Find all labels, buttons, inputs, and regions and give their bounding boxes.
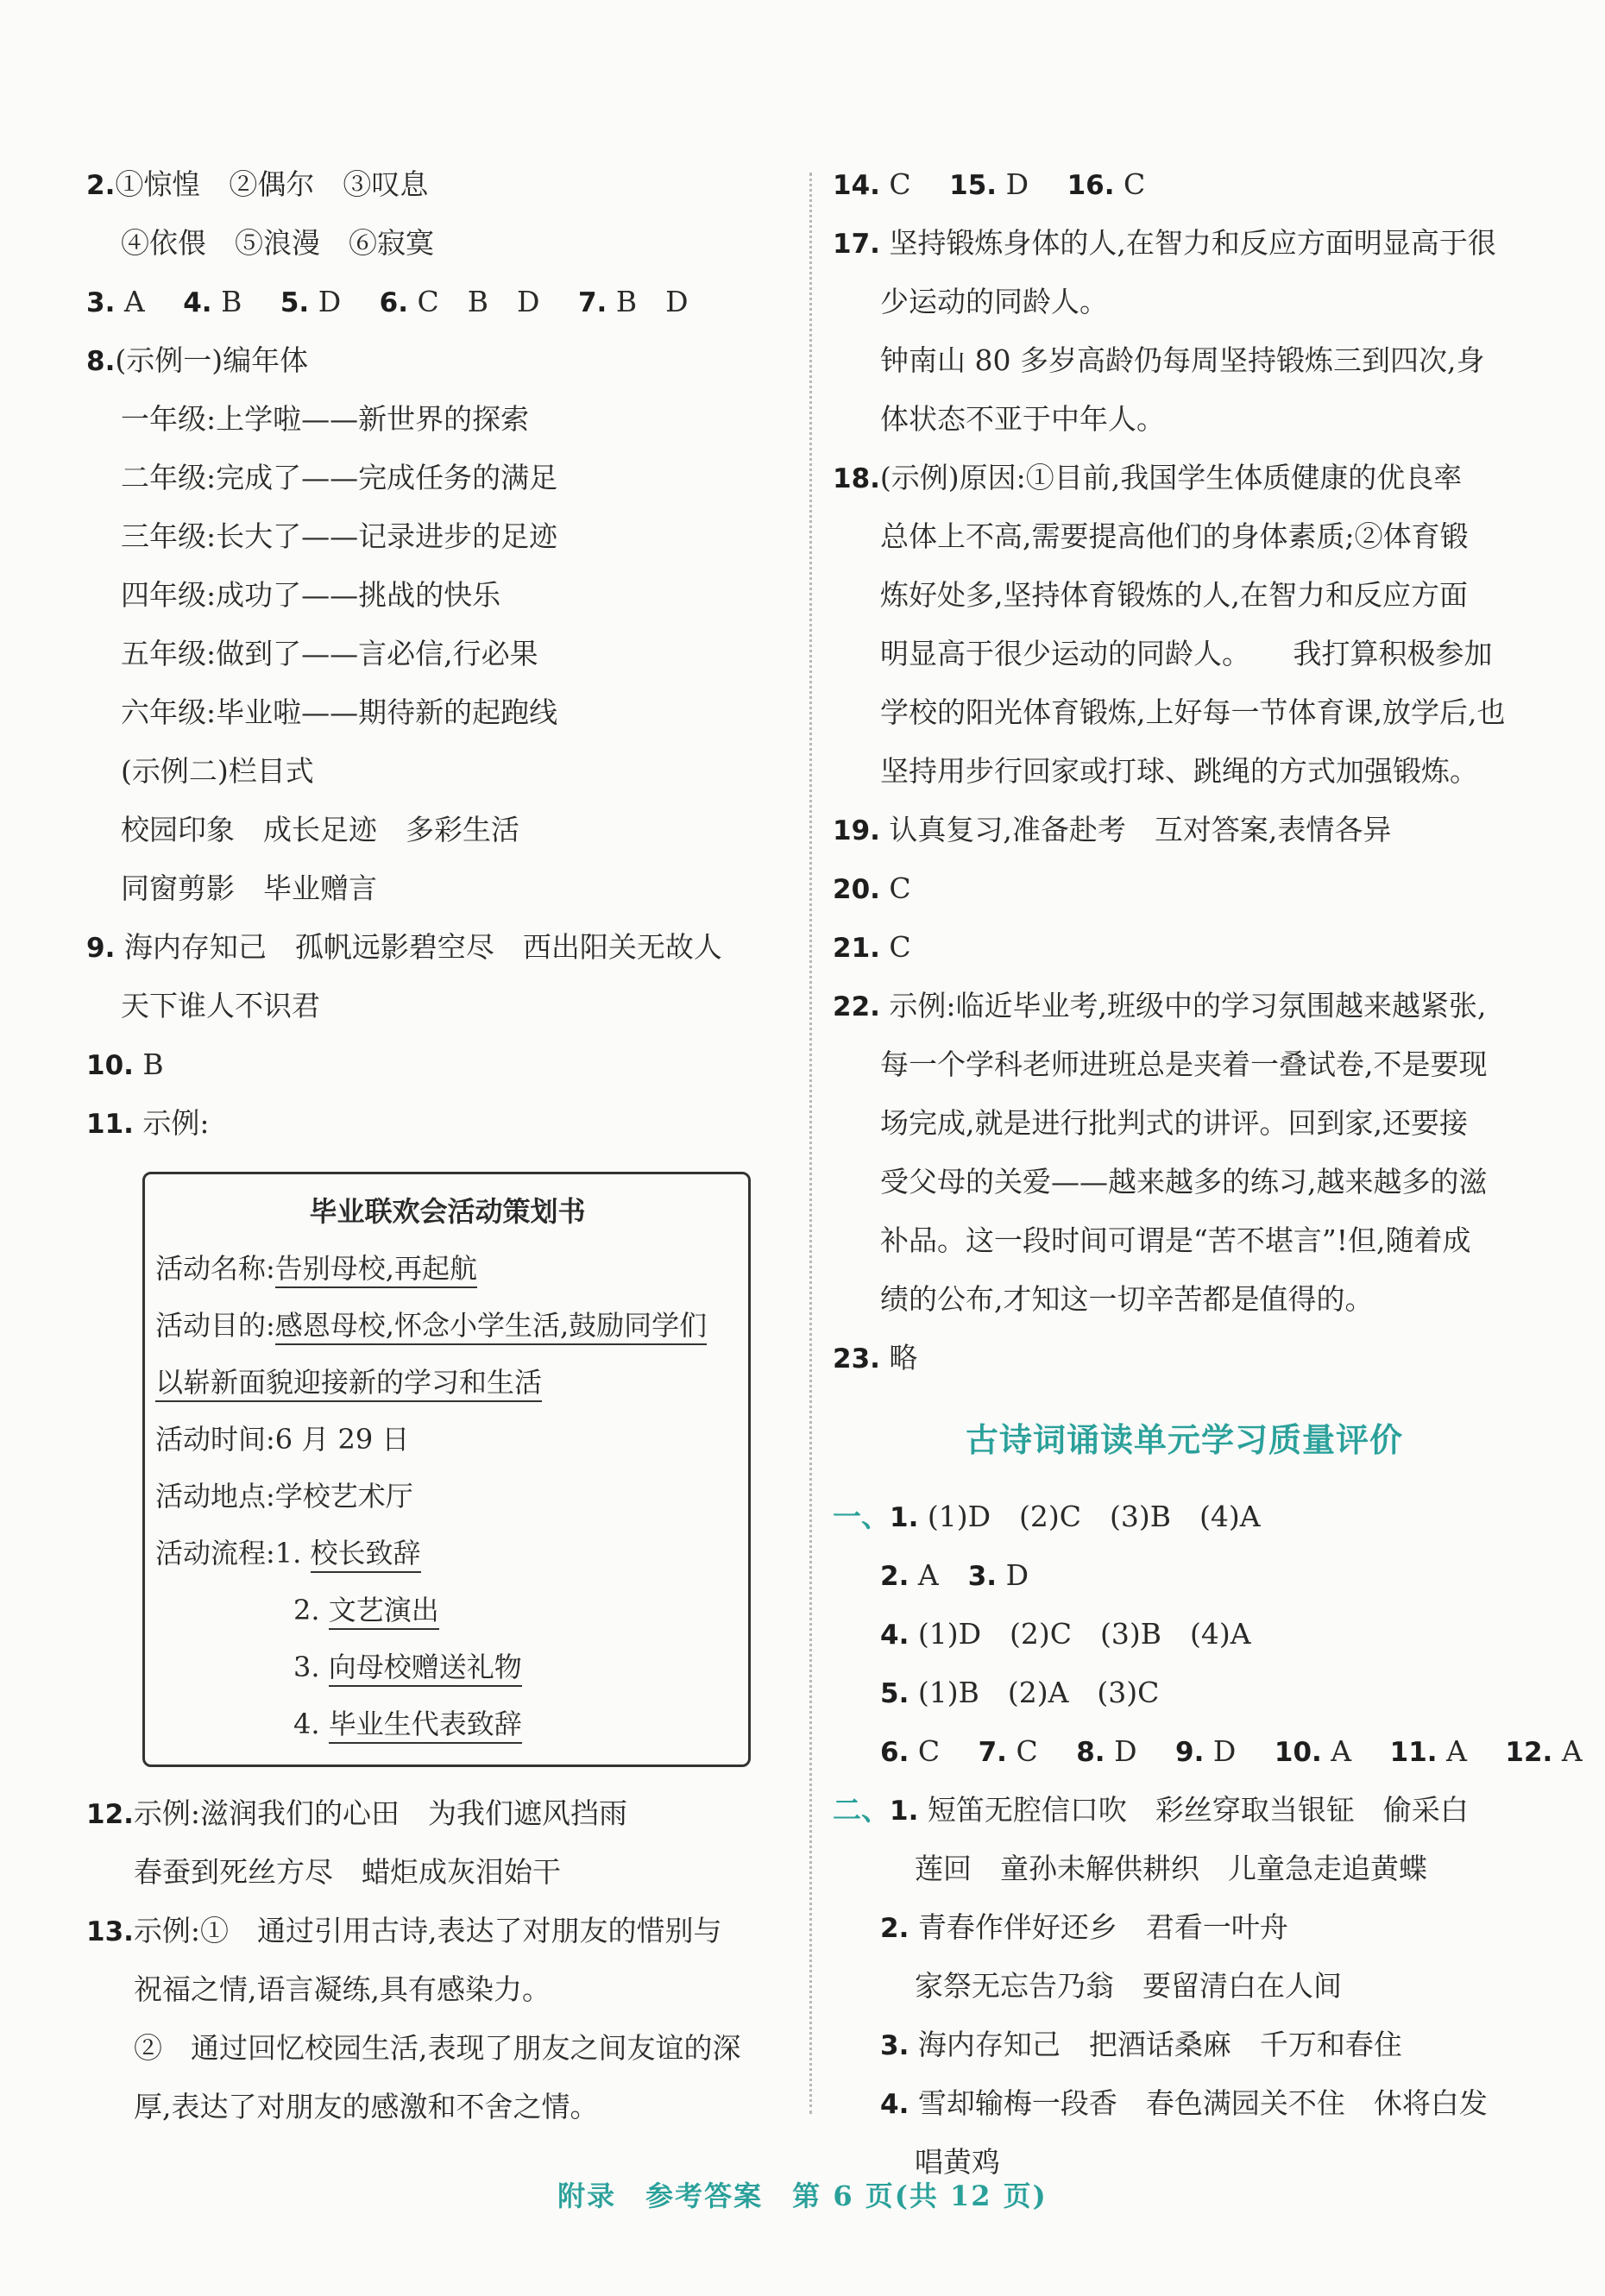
- q23: 23. 略: [833, 1341, 918, 1374]
- q20: 20. C: [833, 871, 911, 905]
- q17-line2: 少运动的同龄人。: [880, 285, 1108, 318]
- plan-flow: 活动流程:1. 校长致辞: [155, 1525, 740, 1582]
- q12-line1: 12.示例:滋润我们的心田 为我们遮风挡雨: [86, 1796, 628, 1830]
- part2-b3: 3. 海内存知己 把酒话桑麻 千万和春住: [880, 2028, 1402, 2061]
- part1-a1: 一、1. (1)D (2)C (3)B (4)A: [833, 1500, 1261, 1533]
- part2-b1-line1: 二、1. 短笛无腔信口吹 彩丝穿取当银钲 偷采白: [833, 1793, 1469, 1827]
- q8-line: 二年级:完成了——完成任务的满足: [121, 461, 558, 494]
- page-footer: 附录 参考答案 第 6 页(共 12 页): [557, 2180, 1048, 2212]
- q18-line6: 坚持用步行回家或打球、跳绳的方式加强锻炼。: [880, 754, 1478, 788]
- plan-title: 毕业联欢会活动策划书: [309, 1195, 586, 1228]
- plan-flow-item: 3. 向母校赠送礼物: [155, 1639, 740, 1695]
- plan-flow-item: 4. 毕业生代表致辞: [155, 1695, 740, 1752]
- q17-line4: 体状态不亚于中年人。: [880, 402, 1165, 436]
- plan-name: 活动名称:告别母校,再起航: [155, 1240, 740, 1297]
- q11: 11. 示例:: [86, 1106, 210, 1140]
- part1-a6-a12: 6. C 7. C 8. D 9. D 10. A 11. A 12. A: [880, 1734, 1583, 1768]
- part1-a5: 5. (1)B (2)A (3)C: [880, 1676, 1160, 1709]
- left-column: [86, 155, 794, 2136]
- q8-line: 一年级:上学啦——新世界的探索: [121, 402, 530, 436]
- q2-row2: ④依偎 ⑤浪漫 ⑥寂寞: [121, 226, 434, 260]
- q18-line5: 学校的阳光体育锻炼,上好每一节体育课,放学后,也: [880, 695, 1506, 729]
- q8-line: 四年级:成功了——挑战的快乐: [121, 578, 501, 612]
- plan-goal-cont: 以崭新面貌迎接新的学习和生活: [155, 1354, 740, 1411]
- q19: 19. 认真复习,准备赴考 互对答案,表情各异: [833, 813, 1392, 846]
- q18-line1: 18.(示例)原因:①目前,我国学生体质健康的优良率: [833, 461, 1463, 494]
- q8-head1: 8.(示例一)编年体: [86, 343, 309, 377]
- part2-b2-line1: 2. 青春作伴好还乡 君看一叶舟: [880, 1910, 1288, 1944]
- q13-line1: 13.示例:① 通过引用古诗,表达了对朋友的惜别与: [86, 1914, 722, 1947]
- part1-a4: 4. (1)D (2)C (3)B (4)A: [880, 1617, 1251, 1651]
- q21: 21. C: [833, 930, 911, 964]
- activity-plan-box: [142, 1172, 751, 1767]
- part2-b4-line1: 4. 雪却输梅一段香 春色满园关不住 休将白发: [880, 2086, 1488, 2120]
- q22-line3: 场完成,就是进行批判式的讲评。回到家,还要接: [880, 1106, 1468, 1140]
- q18-line2: 总体上不高,需要提高他们的身体素质;②体育锻: [880, 519, 1469, 553]
- q12-line2: 春蚕到死丝方尽 蜡炬成灰泪始干: [134, 1855, 561, 1889]
- q8-line: 五年级:做到了——言必信,行必果: [121, 637, 538, 670]
- part2-b2-line2: 家祭无忘告乃翁 要留清白在人间: [915, 1969, 1342, 2003]
- q9-line1: 9. 海内存知己 孤帆远影碧空尽 西出阳关无故人: [86, 930, 722, 964]
- q8-line: 三年级:长大了——记录进步的足迹: [121, 519, 558, 553]
- q18-line3: 炼好处多,坚持体育锻炼的人,在智力和反应方面: [880, 578, 1468, 612]
- q22-line5: 补品。这一段时间可谓是“苦不堪言”!但,随着成: [880, 1223, 1471, 1257]
- q13-line3: ② 通过回忆校园生活,表现了朋友之间友谊的深: [134, 2031, 741, 2065]
- q3-7-answers: 3. A 4. B 5. D 6. C B D 7. B D: [86, 285, 689, 318]
- plan-time: 活动时间:6 月 29 日: [155, 1423, 410, 1456]
- right-column: [833, 155, 1583, 2192]
- q22-line1: 22. 示例:临近毕业考,班级中的学习氛围越来越紧张,: [833, 989, 1487, 1022]
- plan-flow-item: 2. 文艺演出: [155, 1582, 740, 1639]
- q22-line6: 绩的公布,才知这一切辛苦都是值得的。: [880, 1282, 1374, 1316]
- q10: 10. B: [86, 1047, 164, 1081]
- q17-line1: 17. 坚持锻炼身体的人,在智力和反应方面明显高于很: [833, 226, 1496, 260]
- part1-a2-a3: 2. A 3. D: [880, 1558, 1029, 1592]
- q13-line4: 厚,表达了对朋友的感激和不舍之情。: [134, 2090, 599, 2123]
- q22-line4: 受父母的关爱——越来越多的练习,越来越多的滋: [880, 1165, 1488, 1198]
- q8-head2: (示例二)栏目式: [121, 754, 314, 788]
- column-divider: [809, 173, 812, 2114]
- q17-line3: 钟南山 80 多岁高龄仍每周坚持锻炼三到四次,身: [880, 343, 1485, 377]
- q2-row1: 2.①惊惶 ②偶尔 ③叹息: [86, 167, 429, 201]
- q8-line: 六年级:毕业啦——期待新的起跑线: [121, 695, 558, 729]
- q14-16: 14. C 15. D 16. C: [833, 167, 1146, 201]
- part2-b4-line2: 唱黄鸡: [915, 2145, 1000, 2179]
- q13-line2: 祝福之情,语言凝练,具有感染力。: [134, 1972, 551, 2006]
- q22-line2: 每一个学科老师进班总是夹着一叠试卷,不是要现: [880, 1047, 1488, 1081]
- unit-title: 古诗词诵读单元学习质量评价: [965, 1421, 1403, 1459]
- q9-line2: 天下谁人不识君: [121, 989, 320, 1022]
- q8-line: 同窗剪影 毕业赠言: [121, 871, 377, 905]
- part2-b1-line2: 莲回 童孙未解供耕织 儿童急走追黄蝶: [915, 1852, 1427, 1885]
- plan-goal: 活动目的:感恩母校,怀念小学生活,鼓励同学们: [155, 1297, 740, 1354]
- q8-line: 校园印象 成长足迹 多彩生活: [121, 813, 519, 846]
- plan-place: 活动地点:学校艺术厅: [155, 1480, 413, 1513]
- q18-line4: 明显高于很少运动的同龄人。 我打算积极参加: [880, 637, 1493, 670]
